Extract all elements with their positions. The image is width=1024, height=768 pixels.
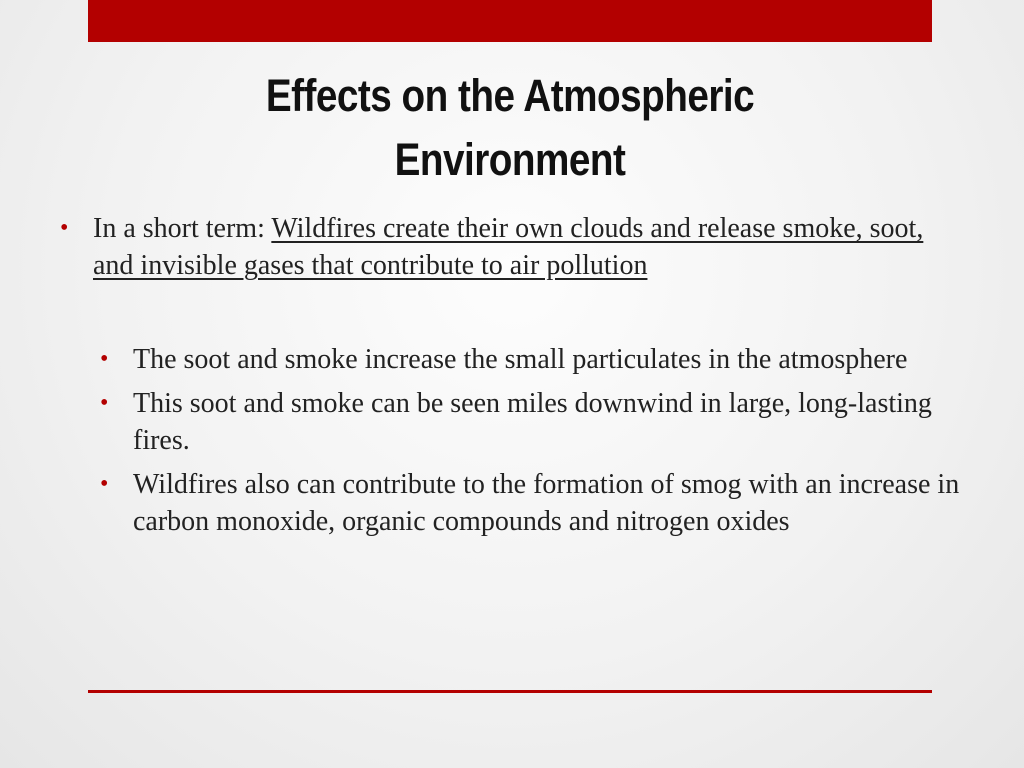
main-bullet bbox=[60, 210, 960, 284]
sub-bullet-text: This soot and smoke can be seen miles downwind in large, long-lasting fires. bbox=[133, 388, 932, 456]
sub-bullet bbox=[100, 466, 960, 540]
slide-title: Effects on the Atmospheric Environment bbox=[265, 70, 755, 185]
spacer bbox=[60, 284, 960, 334]
sub-bullet-text: The soot and smoke increase the small particulates in the atmosphere bbox=[133, 344, 908, 375]
bullet-marker: • bbox=[60, 215, 69, 241]
sub-bullet-text: Wildfires also can contribute to the formation of smog with an increase in carbon monoxide, organic compounds and nitrogen oxides bbox=[133, 469, 960, 537]
sub-bullet-list bbox=[100, 341, 960, 540]
sub-bullet bbox=[100, 385, 960, 459]
bottom-accent-line bbox=[88, 690, 932, 693]
bullet-marker: • bbox=[100, 471, 109, 497]
main-bullet-underlined-text: Wildfires create their own clouds and release smoke, soot, and invisible gases that contribute to air pollution bbox=[93, 213, 924, 281]
slide-body bbox=[60, 210, 960, 540]
top-accent-bar bbox=[88, 0, 932, 42]
bullet-marker: • bbox=[100, 346, 109, 372]
bullet-marker: • bbox=[100, 390, 109, 416]
sub-bullet bbox=[100, 341, 960, 378]
main-bullet-prefix: In a short term: bbox=[93, 213, 272, 244]
